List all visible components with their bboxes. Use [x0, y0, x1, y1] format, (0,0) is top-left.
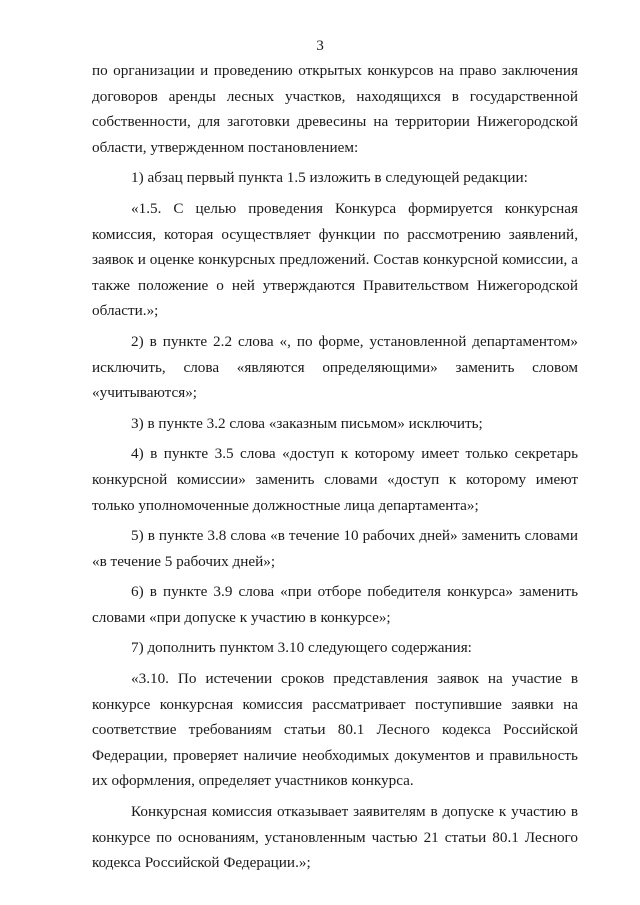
- paragraph-item-1: 1) абзац первый пункта 1.5 изложить в следующей редакции:: [131, 169, 528, 187]
- paragraph-quote-1-5: «1.5. С целью проведения Конкурса формируется конкурсная комиссия, которая осуществляет функции по рассмотрению заявлений, заявок и оценке конкурсных предложений. Состав конкурсной комиссии, а также положение о ней утверждаются Правительством Нижегородской области.»;: [92, 199, 578, 320]
- paragraph-item-6: 6) в пункте 3.9 слова «при отборе победителя конкурса» заменить словами «при допуске к участию в конкурсе»;: [92, 583, 578, 626]
- document-body: [92, 58, 578, 876]
- paragraph-item-7: 7) дополнить пунктом 3.10 следующего содержания:: [131, 639, 472, 657]
- paragraph-item-5: 5) в пункте 3.8 слова «в течение 10 рабочих дней» заменить словами «в течение 5 рабочих дней»;: [92, 527, 578, 570]
- paragraph-rejection: Конкурсная комиссия отказывает заявителям в допуске к участию в конкурсе по основаниям, установленным частью 21 статьи 80.1 Лесного кодекса Российской Федерации.»;: [92, 803, 578, 872]
- page-number: 3: [316, 37, 324, 54]
- paragraph-intro: по организации и проведению открытых конкурсов на право заключения договоров аренды лесных участков, находящихся в государственной собственности, для заготовки древесины на территории Нижегородской области, утвержденном постановлением:: [92, 62, 578, 156]
- paragraph-item-4: 4) в пункте 3.5 слова «доступ к которому имеет только секретарь конкурсной комиссии» заменить словами «доступ к которому имеют только уполномоченные должностные лица департамента»;: [92, 445, 578, 514]
- paragraph-item-2: 2) в пункте 2.2 слова «, по форме, установленной департаментом» исключить, слова «являются определяющими» заменить словом «учитываются»;: [92, 332, 578, 402]
- paragraph-item-3: 3) в пункте 3.2 слова «заказным письмом» исключить;: [131, 414, 483, 432]
- paragraph-quote-3-10: «3.10. По истечении сроков представления заявок на участие в конкурсе конкурсная комиссия рассматривает поступившие заявки на соответствие требованиям статьи 80.1 Лесного кодекса Российской Федерации, проверяет наличие необходимых документов и правильность их оформления, определяет участников конкурса.: [92, 670, 578, 790]
